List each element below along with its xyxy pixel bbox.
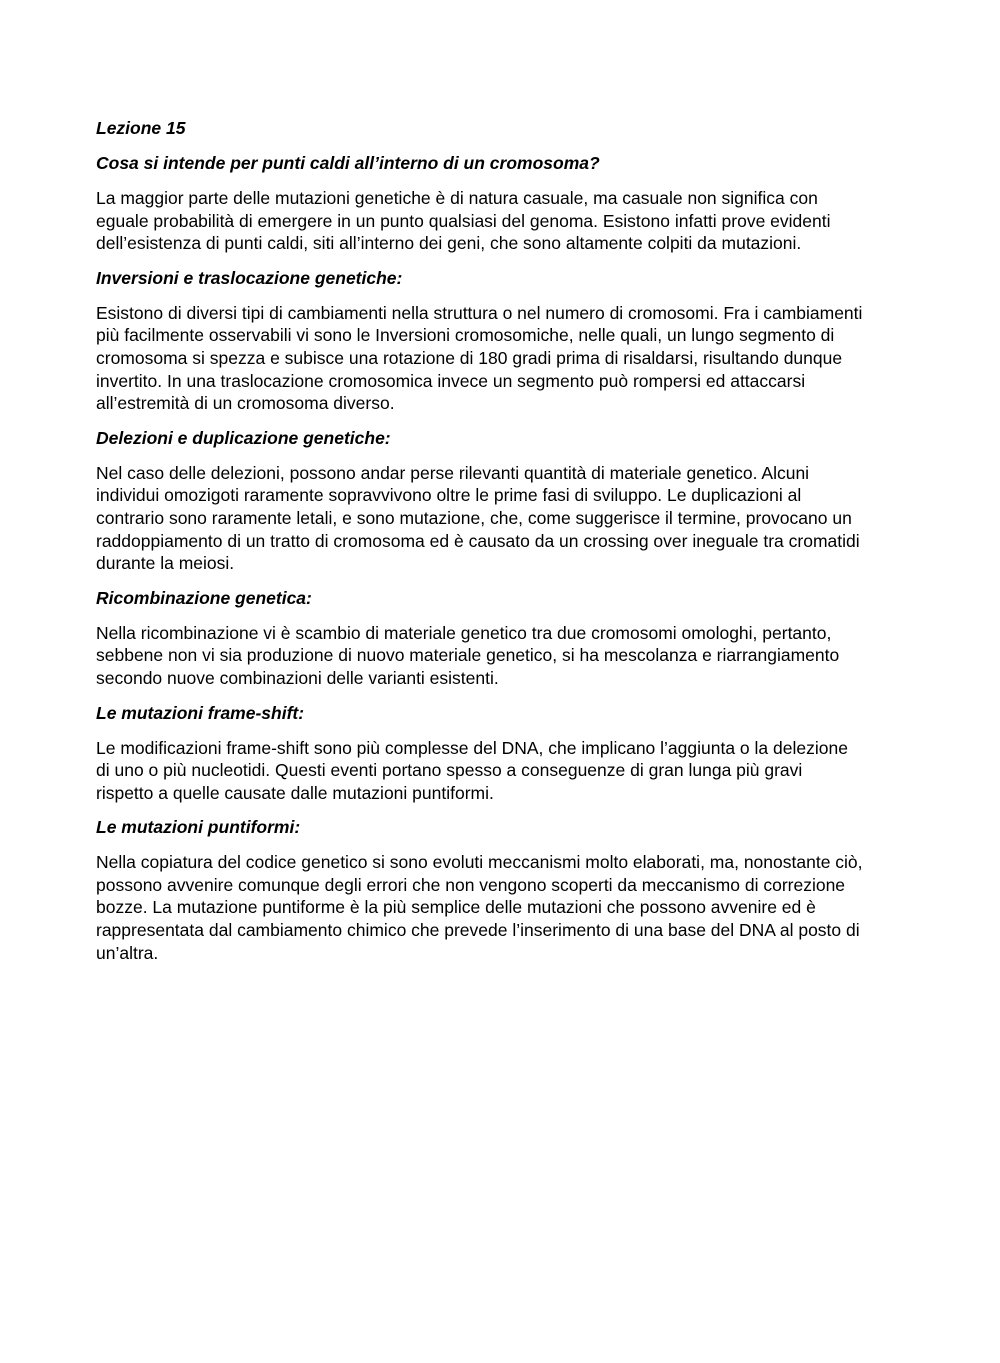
- section-heading: Inversioni e traslocazione genetiche:: [96, 267, 403, 288]
- section-heading: Ricombinazione genetica:: [96, 587, 312, 608]
- section-heading: Cosa si intende per punti caldi all’interno di un cromosoma?: [96, 153, 600, 173]
- section-paragraph: Le modificazioni frame-shift sono più complesse del DNA, che implicano l’aggiunta o la delezione di uno o più nucleotidi. Questi eventi portano spesso a conseguenze di gran lunga più gravi rispetto a quelle causate dalle mutazioni puntiformi.: [96, 737, 848, 803]
- section-paragraph: Nella copiatura del codice genetico si sono evoluti meccanismi molto elaborati, ma, nonostante ciò, possono avvenire comunque degli errori che non vengono scoperti da meccanismo di correzione bozze. La mutazione puntiforme è la più semplice delle mutazioni che possono avvenire ed è rappresentata dal cambiamento chimico che prevede l’inserimento di una base del DNA al posto di un’altra.: [96, 852, 863, 963]
- document-page: [96, 117, 916, 976]
- section-paragraph: Esistono di diversi tipi di cambiamenti nella struttura o nel numero di cromosomi. Fra i cambiamenti più facilmente osservabili vi sono le Inversioni cromosomiche, nelle quali, un lungo segmento di cromosoma si spezza e subisce una rotazione di 180 gradi prima di risaldarsi, risultando dunque invertito. In una traslocazione cromosomica invece un segmento può rompersi ed attaccarsi all’estremità di un cromosoma diverso.: [96, 302, 863, 414]
- section-paragraph: Nella ricombinazione vi è scambio di materiale genetico tra due cromosomi omologhi, pertanto, sebbene non vi sia produzione di nuovo materiale genetico, si ha mescolanza e riarrangiamento secondo nuove combinazioni delle varianti esistenti.: [96, 622, 840, 688]
- section-heading: Le mutazioni puntiformi:: [96, 817, 301, 838]
- section-inversions: [96, 267, 916, 415]
- section-recombination: [96, 587, 916, 690]
- section-heading: Le mutazioni frame-shift:: [96, 702, 305, 723]
- section-deletions: [96, 427, 916, 575]
- section-frame-shift: [96, 702, 916, 805]
- section-paragraph: Nel caso delle delezioni, possono andar perse rilevanti quantità di materiale genetico. Alcuni individui omozigoti raramente sopravvivono oltre le prime fasi di sviluppo. Le duplicazioni al contrario sono raramente letali, e sono mutazione, che, come suggerisce il termine, provocano un raddoppiamento di un tratto di cromosoma ed è causato da un crossing over ineguale tra cromatidi durante la meiosi.: [96, 462, 860, 574]
- section-paragraph: La maggior parte delle mutazioni genetiche è di natura casuale, ma casuale non significa con eguale probabilità di emergere in un punto qualsiasi del genoma. Esistono infatti prove evidenti dell’esistenza di punti caldi, siti all’interno dei geni, che sono altamente colpiti da mutazioni.: [96, 188, 831, 254]
- lesson-title: Lezione 15: [96, 118, 186, 138]
- section-point-mutations: [96, 816, 916, 964]
- section-heading: Delezioni e duplicazione genetiche:: [96, 427, 391, 448]
- section-hotspots: [96, 152, 916, 255]
